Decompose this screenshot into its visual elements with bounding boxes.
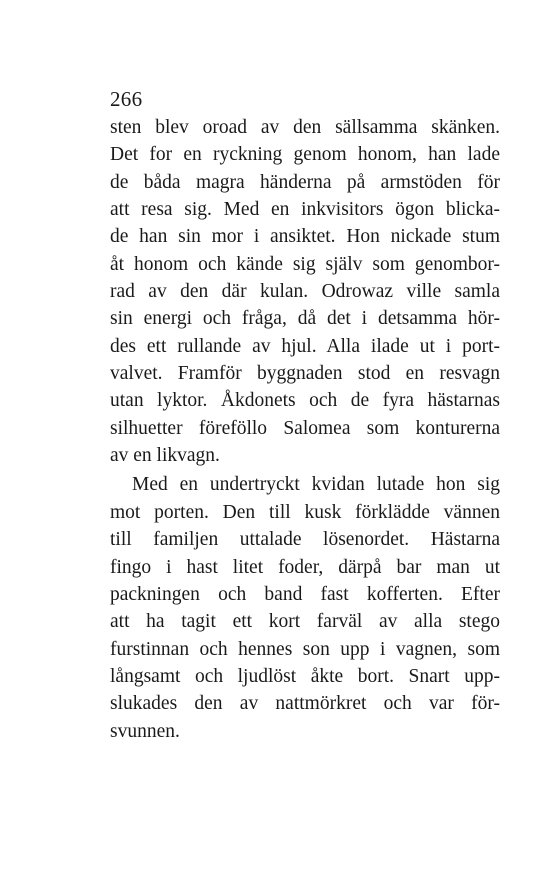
text-line: Det for en ryckning genom honom, han lade [110, 144, 500, 166]
text-line: silhuetter föreföllo Salomea som konturerna [110, 417, 500, 439]
text-line: långsamt och ljudlöst åkte bort. Snart upp- [110, 665, 500, 687]
paragraph-1 [110, 114, 500, 469]
text-line: rad av den där kulan. Odrowaz ville samla [110, 281, 500, 303]
text-line: åt honom och kände sig själv som genombor- [110, 253, 500, 275]
text-line: mot porten. Den till kusk förklädde vännen [110, 501, 500, 523]
page-number: 266 [110, 87, 143, 111]
text-line: att resa sig. Med en inkvisitors ögon blicka- [110, 199, 500, 221]
text-line: des ett rullande av hjul. Alla ilade ut i port- [110, 335, 500, 357]
text-line: furstinnan och hennes son upp i vagnen, som [110, 638, 500, 660]
text-line: fingo i hast litet foder, därpå bar man ut [110, 556, 500, 578]
paragraph-2 [110, 471, 500, 744]
text-line: slukades den av nattmörkret och var för- [110, 693, 500, 715]
text-line: av en likvagn. [110, 445, 220, 467]
body-text [110, 114, 500, 745]
text-line: svunnen. [110, 720, 180, 742]
text-line: att ha tagit ett kort farväl av alla stego [110, 611, 500, 633]
text-line: Med en undertryckt kvidan lutade hon sig [132, 474, 500, 496]
text-line: valvet. Framför byggnaden stod en resvagn [110, 363, 500, 385]
text-line: packningen och band fast kofferten. Efter [110, 583, 500, 605]
text-line: sin energi och fråga, då det i detsamma hör- [110, 308, 500, 330]
text-line: utan lyktor. Åkdonets och de fyra hästarnas [110, 390, 500, 412]
text-line: till familjen uttalade lösenordet. Hästarna [110, 529, 500, 551]
text-line: sten blev oroad av den sällsamma skänken. [110, 117, 500, 138]
text-line: de han sin mor i ansiktet. Hon nickade stum [110, 226, 500, 248]
text-line: de båda magra händerna på armstöden för [110, 171, 500, 193]
